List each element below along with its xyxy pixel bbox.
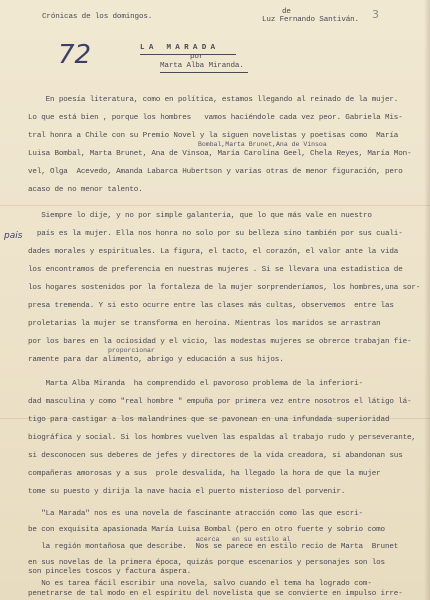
text-line: en sus novelas de la primera época, quizás porque escenarios y personajes son los <box>28 559 385 567</box>
text-line: los hogares sostenidos por la fortaleza de la mujer sorprenderíamos, los hombres,una sor- <box>28 284 421 292</box>
text-line: la región montañosa que describe. Nos se parece en estilo recio de Marta Brunet <box>28 543 399 551</box>
text-line: Luisa Bombal, Marta Brunet, Ana de Vinsoa, María Carolina Geel, Chela Reyes, María Mon- <box>28 150 412 158</box>
text-line: En poesía literatura, como en política, estamos llegando al reinado de la mujer. <box>28 96 399 104</box>
text-line: tral honra a Chile con su Premio Novel y la siguen novelistas y poetisas como María <box>28 132 399 140</box>
text-line: No es tarea fácil escribir una novela, salvo cuando el tema ha logrado com- <box>28 580 372 588</box>
text-line: acaso de no menor talento. <box>28 186 143 194</box>
header-section-title: Crónicas de los domingos. <box>42 13 153 21</box>
article-title: L A M A R A D A <box>140 44 215 52</box>
title-underline <box>140 54 236 55</box>
text-line: dad masculina y como "real hombre " empuña por primera vez entre nosotros el látigo lá- <box>28 398 412 406</box>
pencil-page-number: 3 <box>372 8 379 21</box>
text-line: Marta Alba Miranda ha comprendido el pavoroso problema de la inferiori- <box>28 380 363 388</box>
text-line: dades morales y espirituales. La figura, el tacto, el corazón, el valor ante la vida <box>28 248 399 256</box>
handwritten-folio-number: 72 <box>58 40 92 70</box>
header-author: Luz Fernando Santiván. <box>262 16 359 24</box>
margin-note: pais <box>4 231 23 241</box>
text-line: penetrarse de tal modo en el espíritu del novelista que se convierte en impulso irre- <box>28 590 403 598</box>
page-edge-shadow <box>424 0 430 600</box>
text-line: proletarias la mujer se transforma en heroína. Mientras los maridos se arrastran <box>28 320 381 328</box>
article-por: por <box>190 53 204 61</box>
text-line: por los bares en la ociosidad y el vicio, las modestas mujeres se obrerce trabajan fie- <box>28 338 412 346</box>
handwritten-insert: en su estilo al <box>232 536 291 543</box>
text-line: ramente para dar alimento, abrigo y educación a sus hijos. <box>28 356 284 364</box>
text-line: tome su puesto y dirija la nave hacia el puerto misterioso del porvenir. <box>28 488 346 496</box>
text-line: compañeras amorosas y a sus prole desvalida, ha llegado la hora de que la mujer <box>28 470 381 478</box>
text-line: presa tremenda. Y si esto ocurre entre las clases más cultas, observemos entre las <box>28 302 394 310</box>
handwritten-insert: Bombal,Marta Brunet,Ana de Vinsoa <box>198 141 327 148</box>
text-line: son pinceles toscos y factura áspera. <box>28 568 192 576</box>
text-line: país es la mujer. Ella nos honra no solo por su belleza sino también por sus cuali- <box>28 230 403 238</box>
handwritten-insert: acerca <box>196 536 220 543</box>
text-line: los encontramos de preferencia en nuestras mujeres . Si se llevara una estadística de <box>28 266 403 274</box>
text-line: be con exquisita apasionada María Luisa Bombal (pero en otro fuerte y sobrio como <box>28 526 385 534</box>
text-line: biográfica y social. Si los hombres vuelven las espaldas al trabajo rudo y perseverante, <box>28 434 416 442</box>
text-line: Lo que está bien , porque los hombres vamos haciéndole cada vez peor. Gabriela Mis- <box>28 114 403 122</box>
text-line: "La Marada" nos es una novela de fascinante atracción como las que escri- <box>28 510 363 518</box>
byline-underline <box>160 72 248 73</box>
text-line: vel, Olga Acevedo, Amanda Labarca Hubertson y varias otras de menor figuración, pero <box>28 168 403 176</box>
paper-crease <box>0 205 430 206</box>
text-line: Siempre lo dije, y no por simple galantería, que lo que más vale en nuestro <box>28 212 372 220</box>
header-de: de <box>282 8 291 16</box>
text-line: si desconocen sus deberes de jefes y directores de la vida creadora, si abandonan sus <box>28 452 403 460</box>
article-byline: Marta Alba Miranda. <box>160 62 244 70</box>
text-line: tigo para castigar a los malandrines que se pavonean en una infundada superioridad <box>28 416 390 424</box>
handwritten-insert: proporcionar <box>108 347 155 354</box>
